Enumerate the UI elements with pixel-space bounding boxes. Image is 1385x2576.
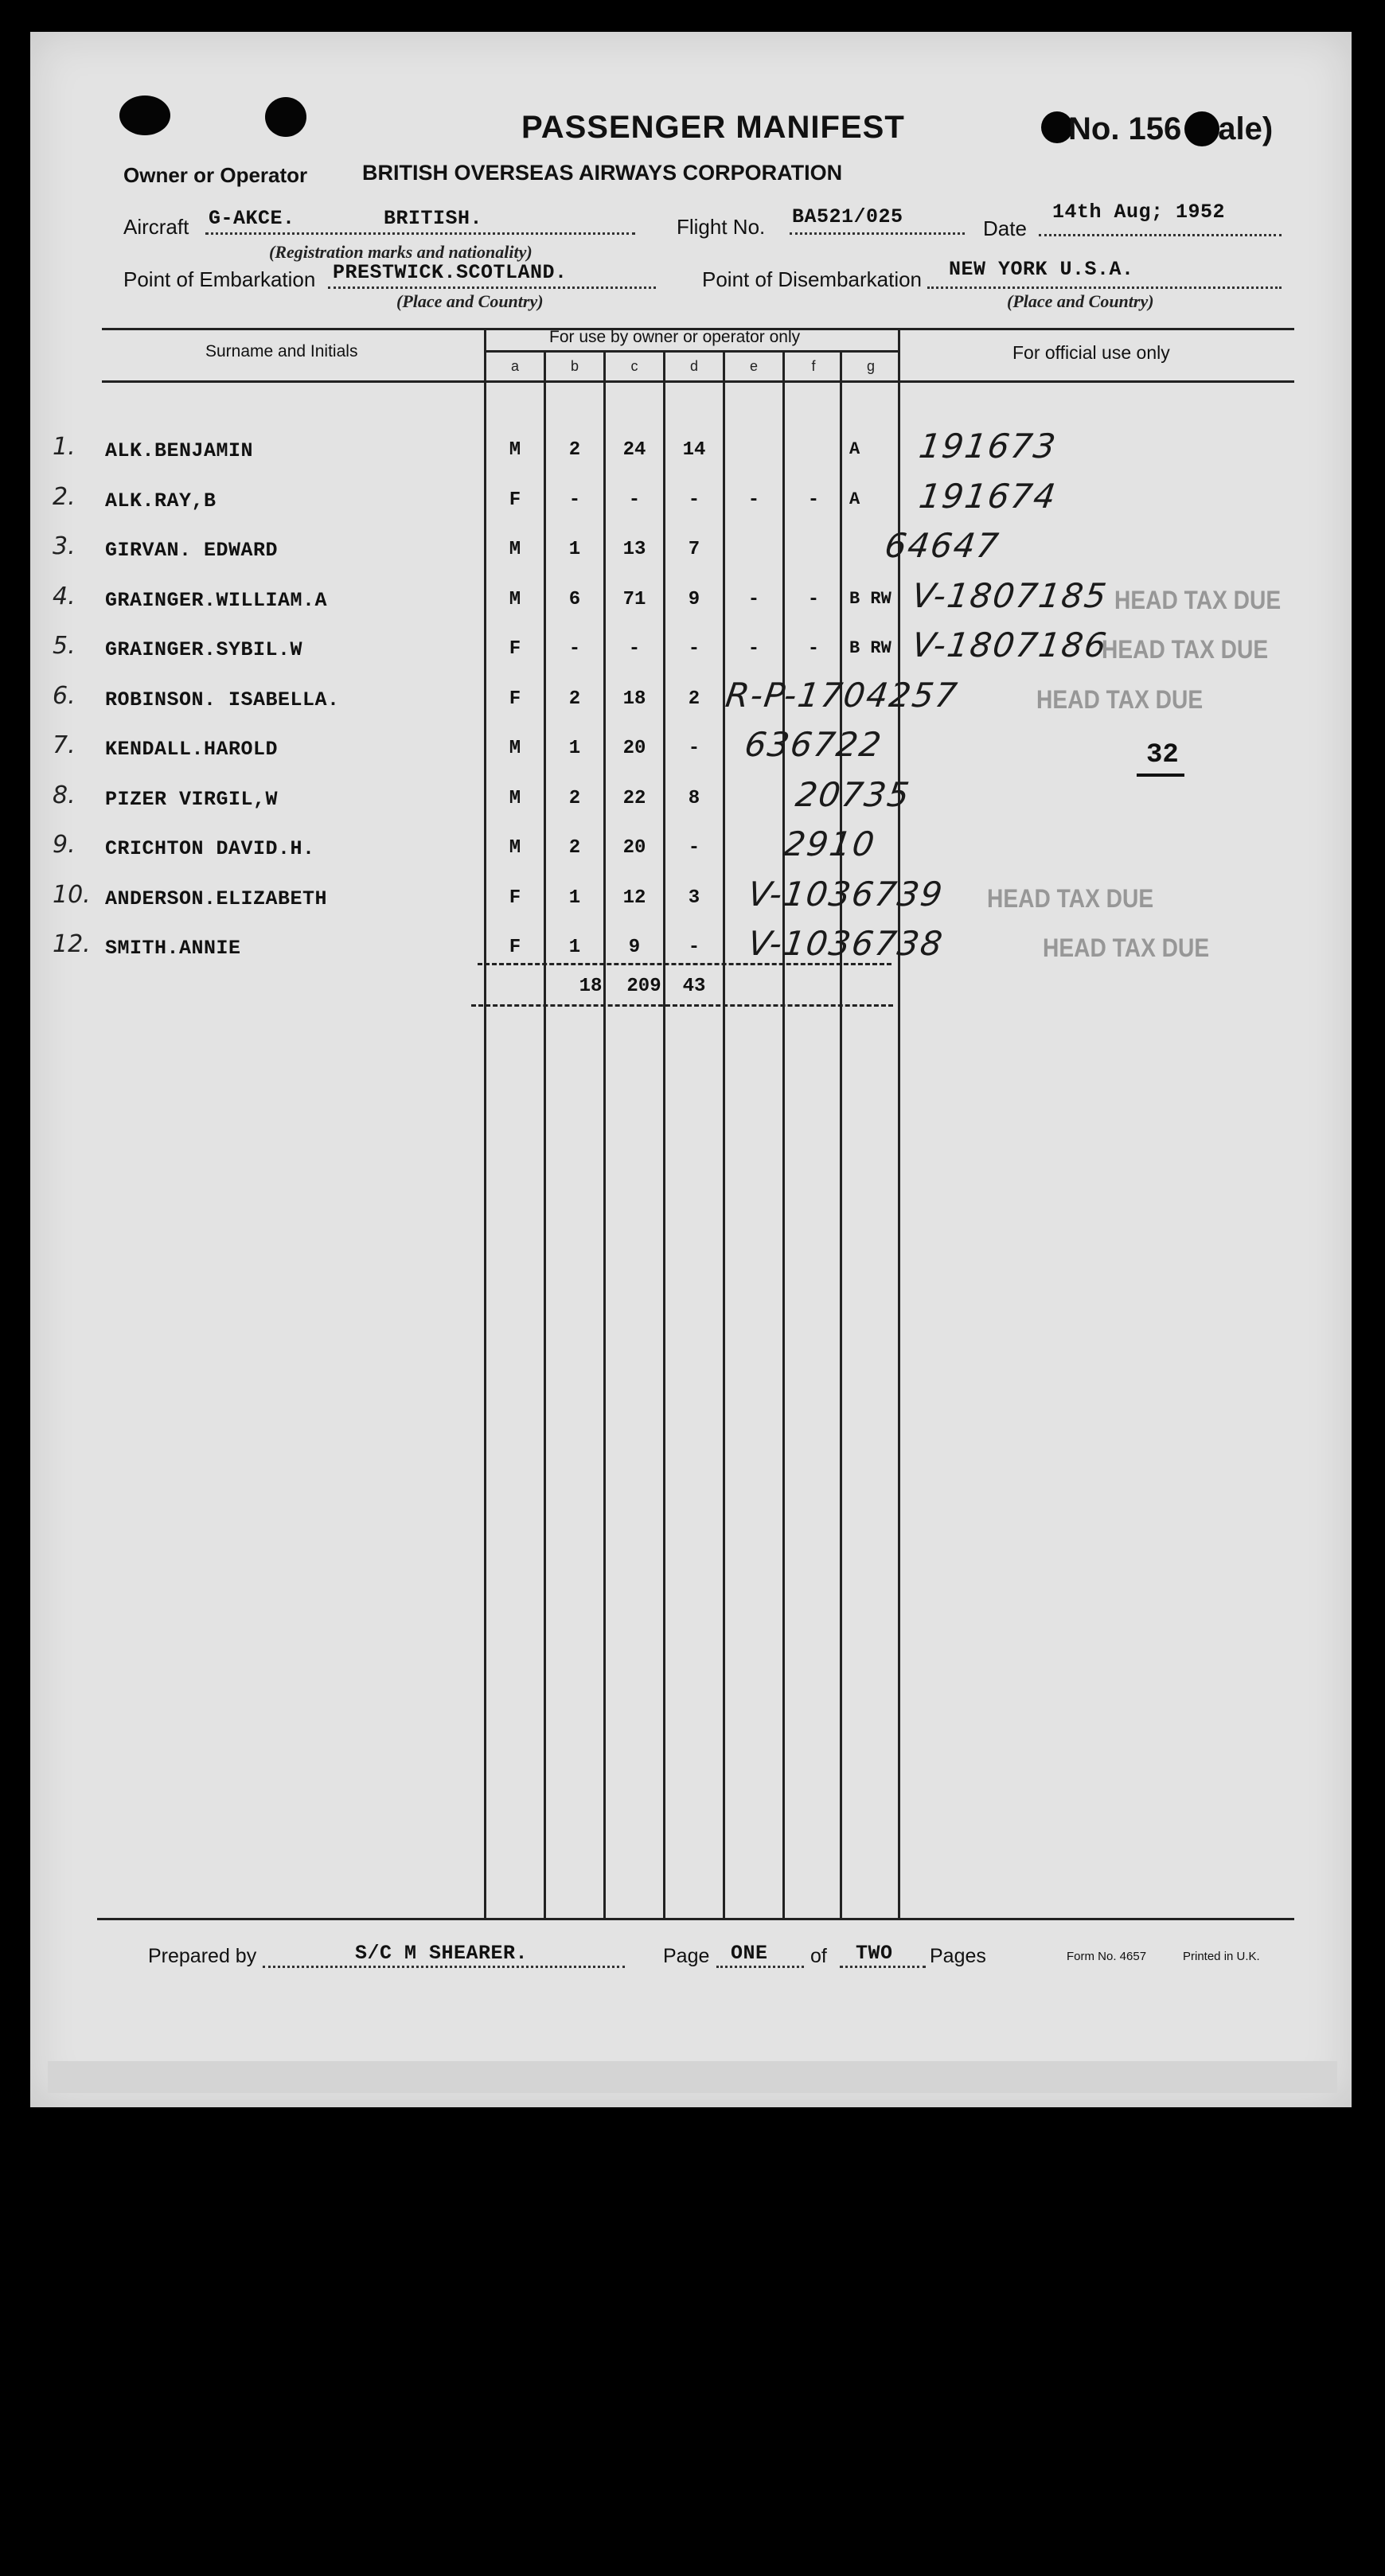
official-handwritten-number: 64647 xyxy=(882,526,1003,565)
cell-d: 8 xyxy=(688,787,700,809)
place-country-note-2: (Place and Country) xyxy=(1007,291,1154,311)
cell-d: - xyxy=(688,837,700,859)
form-number-label: No. 156 xyxy=(1068,111,1182,146)
cell-a: M xyxy=(509,588,521,610)
row-number: 4. xyxy=(53,582,76,610)
totals-rule-top xyxy=(478,963,891,965)
cell-a: M xyxy=(509,738,521,759)
cell-a: F xyxy=(509,937,521,958)
head-tax-due-stamp: HEAD TAX DUE xyxy=(1036,684,1204,714)
flight-label: Flight No. xyxy=(677,215,766,239)
disembarkation-label: Point of Disembarkation xyxy=(702,267,923,291)
cell-g: B RW xyxy=(849,638,891,658)
surname-header: Surname and Initials xyxy=(205,342,358,360)
head-tax-due-stamp: HEAD TAX DUE xyxy=(1102,635,1269,664)
total-c: 209 xyxy=(626,976,661,997)
cell-b: 1 xyxy=(568,738,581,759)
passenger-name: ALK.RAY,B xyxy=(105,489,217,512)
side-number: 32 xyxy=(1146,740,1179,770)
row-number: 1. xyxy=(53,433,76,461)
official-handwritten-number: 2910 xyxy=(781,824,879,863)
row-number: 8. xyxy=(53,781,76,809)
cell-b: 2 xyxy=(568,688,581,710)
cell-f: - xyxy=(807,489,820,511)
owner-subheader-rule xyxy=(486,350,899,353)
official-handwritten-number: 20735 xyxy=(793,774,914,814)
owner-value: BRITISH OVERSEAS AIRWAYS CORPORATION xyxy=(362,161,843,185)
column-header-f: f xyxy=(811,358,816,374)
cell-d: 7 xyxy=(688,539,700,560)
row-number: 10. xyxy=(53,880,91,909)
form-number-footer: Form No. 4657 xyxy=(1067,1950,1147,1963)
cell-d: - xyxy=(688,489,700,511)
head-tax-due-stamp: HEAD TAX DUE xyxy=(1114,585,1282,614)
cell-d: 9 xyxy=(688,588,700,610)
cell-c: 13 xyxy=(622,539,646,560)
cell-a: F xyxy=(509,887,521,909)
row-number: 3. xyxy=(53,532,76,560)
passenger-name: SMITH.ANNIE xyxy=(105,937,241,960)
cell-e: - xyxy=(747,638,760,660)
column-header-b: b xyxy=(570,358,579,374)
row-number: 2. xyxy=(53,482,76,511)
cell-d: 2 xyxy=(688,688,700,710)
page-label: Page xyxy=(663,1945,710,1967)
column-header-c: c xyxy=(630,358,638,374)
cell-c: - xyxy=(628,638,641,660)
registration-note: (Registration marks and nationality) xyxy=(269,242,533,262)
prepared-by-label: Prepared by xyxy=(148,1945,257,1967)
flight-number: BA521/025 xyxy=(792,205,903,228)
cell-a: F xyxy=(509,489,521,511)
place-country-note-1: (Place and Country) xyxy=(396,291,544,311)
total-b: 18 xyxy=(579,976,603,997)
cell-b: 2 xyxy=(568,787,581,809)
row-number: 5. xyxy=(53,632,76,660)
official-handwritten-number: 636722 xyxy=(742,725,885,764)
head-tax-due-stamp: HEAD TAX DUE xyxy=(1043,933,1210,962)
footer-rule xyxy=(97,1918,1294,1920)
cell-d: 14 xyxy=(682,439,706,461)
cell-c: 71 xyxy=(622,588,646,610)
cell-a: M xyxy=(509,787,521,809)
official-handwritten-number: V-1036738 xyxy=(745,924,946,963)
official-handwritten-number: 191673 xyxy=(916,427,1059,466)
cell-c: 9 xyxy=(628,937,641,958)
column-header-g: g xyxy=(866,358,875,374)
disembarkation-value: NEW YORK U.S.A. xyxy=(949,258,1134,281)
cell-a: M xyxy=(509,837,521,859)
passenger-name: ALK.BENJAMIN xyxy=(105,439,254,462)
page-edge xyxy=(48,2061,1337,2093)
form-number-suffix: ale) xyxy=(1218,111,1274,146)
column-header-a: a xyxy=(510,358,519,374)
of-value: TWO xyxy=(856,1942,893,1965)
row-number: 7. xyxy=(53,731,76,759)
form-number xyxy=(1068,111,1273,147)
passenger-name: KENDALL.HAROLD xyxy=(105,738,279,761)
passenger-name: GRAINGER.SYBIL.W xyxy=(105,638,303,661)
row-number: 6. xyxy=(53,681,76,710)
cell-g: A xyxy=(849,439,860,459)
cell-a: F xyxy=(509,638,521,660)
printed-in: Printed in U.K. xyxy=(1183,1950,1260,1963)
aircraft-label: Aircraft xyxy=(123,215,189,239)
passenger-name: PIZER VIRGIL,W xyxy=(105,787,279,811)
cell-e: - xyxy=(747,489,760,511)
owner-use-header: For use by owner or operator only xyxy=(549,328,801,346)
total-d: 43 xyxy=(682,976,706,997)
page-value: ONE xyxy=(731,1942,768,1965)
cell-b: 1 xyxy=(568,937,581,958)
passenger-name: ANDERSON.ELIZABETH xyxy=(105,887,328,910)
cell-a: F xyxy=(509,688,521,710)
aircraft-reg: G-AKCE. xyxy=(209,207,295,230)
prepared-by-value: S/C M SHEARER. xyxy=(355,1942,529,1965)
official-use-header: For official use only xyxy=(1012,342,1170,363)
cell-c: 20 xyxy=(622,837,646,859)
official-handwritten-number: V-1807186 xyxy=(909,625,1110,664)
pages-label: Pages xyxy=(930,1945,986,1967)
totals-rule-bottom xyxy=(471,1004,893,1007)
cell-c: 24 xyxy=(622,439,646,461)
cell-d: - xyxy=(688,638,700,660)
row-number: 9. xyxy=(53,831,76,859)
cell-d: - xyxy=(688,738,700,759)
passenger-name: GIRVAN. EDWARD xyxy=(105,539,279,562)
cell-f: - xyxy=(807,638,820,660)
column-header-e: e xyxy=(749,358,758,374)
cell-e: - xyxy=(747,588,760,610)
ink-blot-left xyxy=(119,95,170,135)
cell-b: 2 xyxy=(568,837,581,859)
cell-c: - xyxy=(628,489,641,511)
passenger-name: CRICHTON DAVID.H. xyxy=(105,837,315,860)
cell-b: 1 xyxy=(568,887,581,909)
official-handwritten-number: V-1036739 xyxy=(745,874,946,914)
cell-d: 3 xyxy=(688,887,700,909)
official-handwritten-number: V-1807185 xyxy=(909,575,1110,615)
owner-label: Owner or Operator xyxy=(123,163,308,187)
cell-c: 22 xyxy=(622,787,646,809)
cell-d: - xyxy=(688,937,700,958)
column-header-d: d xyxy=(689,358,698,374)
table-header-rule xyxy=(102,380,1294,383)
cell-f: - xyxy=(807,588,820,610)
cell-b: 6 xyxy=(568,588,581,610)
cell-b: - xyxy=(568,638,581,660)
passenger-name: ROBINSON. ISABELLA. xyxy=(105,688,340,711)
cell-g: A xyxy=(849,489,860,509)
head-tax-due-stamp: HEAD TAX DUE xyxy=(987,883,1154,913)
date-label: Date xyxy=(983,216,1027,240)
row-number: 12. xyxy=(53,930,91,958)
passenger-name: GRAINGER.WILLIAM.A xyxy=(105,588,328,612)
cell-c: 18 xyxy=(622,688,646,710)
of-label: of xyxy=(810,1945,827,1967)
aircraft-nationality: BRITISH. xyxy=(384,207,483,230)
official-handwritten-number: 191674 xyxy=(916,476,1059,516)
cell-g: B RW xyxy=(849,588,891,609)
cell-b: 2 xyxy=(568,439,581,461)
cell-c: 20 xyxy=(622,738,646,759)
embarkation-label: Point of Embarkation xyxy=(123,267,316,291)
cell-b: - xyxy=(568,489,581,511)
cell-a: M xyxy=(509,539,521,560)
official-handwritten-number: R-P-1704257 xyxy=(723,675,962,715)
cell-b: 1 xyxy=(568,539,581,560)
embarkation-value: PRESTWICK.SCOTLAND. xyxy=(333,261,568,284)
date-value: 14th Aug; 1952 xyxy=(1052,201,1226,224)
ink-blot-center xyxy=(265,97,306,137)
cell-c: 12 xyxy=(622,887,646,909)
form-title: PASSENGER MANIFEST xyxy=(521,110,905,145)
cell-a: M xyxy=(509,439,521,461)
